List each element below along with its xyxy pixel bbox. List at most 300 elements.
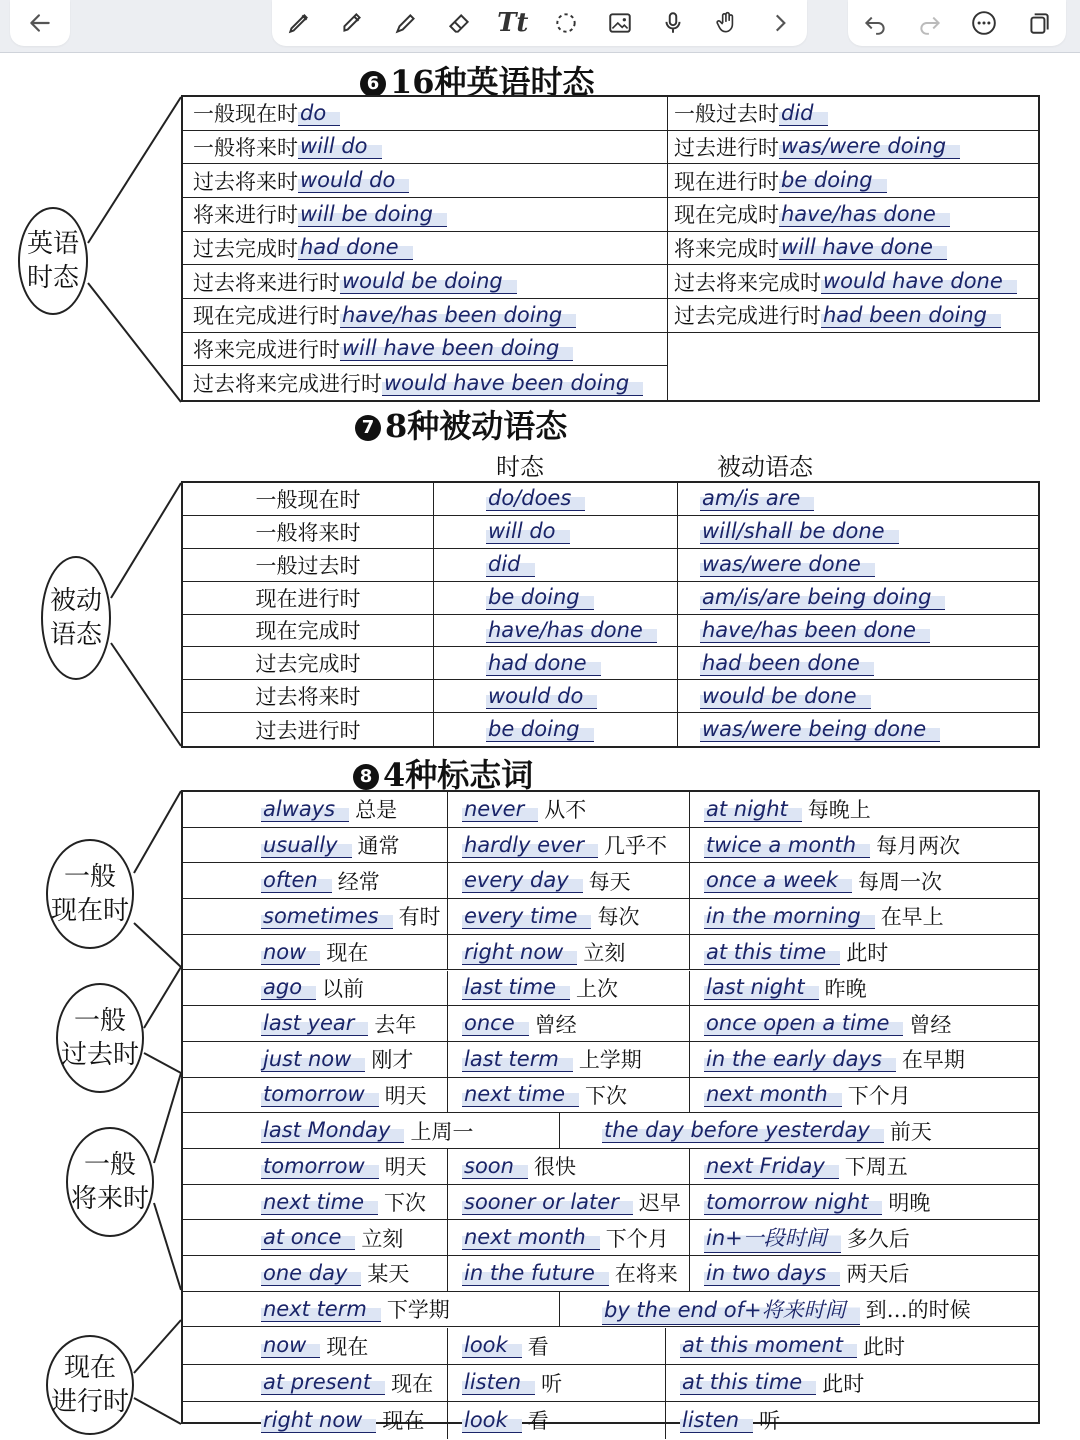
toolbar-left-group xyxy=(10,0,70,46)
image-icon[interactable] xyxy=(600,3,640,43)
passive-form-cell xyxy=(677,647,1038,679)
text-tool-label: Tt xyxy=(497,8,529,38)
passive-active-form xyxy=(433,713,677,746)
signal-word-meaning: 多久后 xyxy=(846,1226,910,1251)
connector-line xyxy=(134,1320,181,1373)
tense-cell-right xyxy=(667,265,1038,298)
signal-word-cell xyxy=(183,1328,447,1364)
passive-form-cell xyxy=(677,483,1038,515)
signal-word: right now xyxy=(261,1408,376,1433)
signal-word: twice a month xyxy=(704,833,870,858)
tense-name: 将来完成进行时 xyxy=(193,337,340,362)
tense-cell-right xyxy=(667,198,1038,231)
signal-row xyxy=(183,1292,1038,1328)
tense-row xyxy=(183,97,1038,131)
signal-word-cell xyxy=(447,1256,689,1291)
passive-tense-name xyxy=(183,549,433,581)
signal-word-meaning: 在早期 xyxy=(901,1048,965,1073)
passive-row xyxy=(183,615,1038,648)
highlighter-icon[interactable] xyxy=(332,3,372,43)
signal-word-meaning: 下个月 xyxy=(605,1226,669,1251)
signal-word-meaning: 下个月 xyxy=(847,1083,911,1108)
signal-word-cell xyxy=(689,935,1038,970)
node-label-line-2: 过去时 xyxy=(60,1040,139,1070)
tense-form: will have done xyxy=(779,235,947,260)
signal-word-meaning: 立刻 xyxy=(583,941,626,966)
signal-word: tomorrow xyxy=(261,1154,379,1179)
signal-word: often xyxy=(261,868,332,893)
col-header-passive: 被动语态 xyxy=(717,453,813,481)
signal-word: next month xyxy=(462,1225,600,1250)
passive-form-cell xyxy=(677,680,1038,712)
signal-word-cell xyxy=(183,1042,447,1077)
signal-word: usually xyxy=(261,833,352,858)
signal-word: every day xyxy=(462,868,583,893)
signal-word-meaning: 现在 xyxy=(326,941,369,966)
tense-row xyxy=(183,333,667,367)
node-label-line-2: 时态 xyxy=(26,263,79,293)
signal-word: in the morning xyxy=(704,904,875,929)
signal-word-cell xyxy=(689,899,1038,934)
signal-word-cell xyxy=(447,1006,689,1041)
tense-form: would do xyxy=(298,168,409,193)
signal-word-cell xyxy=(665,1328,1038,1364)
signal-word-meaning: 在早上 xyxy=(880,905,944,930)
tense-row xyxy=(183,299,1038,333)
lasso-icon[interactable] xyxy=(546,3,586,43)
signal-word-meaning: 此时 xyxy=(822,1371,865,1396)
signal-word: once xyxy=(462,1011,529,1036)
more-icon[interactable] xyxy=(964,3,1004,43)
passive-form: am/is/are being doing xyxy=(700,585,945,610)
signal-row xyxy=(183,1256,1038,1292)
signal-word-cell xyxy=(689,863,1038,898)
tense-form: be doing xyxy=(779,168,887,193)
active-form: did xyxy=(486,552,535,577)
active-form: do/does xyxy=(486,486,585,511)
signal-word-meaning: 去年 xyxy=(374,1012,417,1037)
signal-word-cell xyxy=(447,828,689,863)
connector-line xyxy=(154,1073,181,1163)
section-7-heading xyxy=(355,401,567,447)
tense-row xyxy=(183,232,1038,266)
signal-word: next time xyxy=(261,1190,378,1215)
signal-word-cell xyxy=(183,899,447,934)
signal-row xyxy=(183,1149,1038,1185)
signal-word-meaning: 昨晚 xyxy=(824,976,867,1001)
signal-word-cell xyxy=(447,1365,665,1401)
signal-word-meaning: 每次 xyxy=(597,905,640,930)
tense-cell-right xyxy=(667,97,1038,130)
signal-word-cell xyxy=(183,1365,447,1401)
passive-row xyxy=(183,680,1038,713)
passive-form: had been done xyxy=(700,651,874,676)
signal-word-meaning: 每天 xyxy=(588,869,631,894)
node-label-line-1: 现在 xyxy=(63,1353,116,1383)
signal-word-meaning: 到…的时候 xyxy=(865,1298,971,1323)
passive-row xyxy=(183,483,1038,516)
signal-word-cell xyxy=(447,1185,689,1220)
undo-icon[interactable] xyxy=(855,3,895,43)
signal-word-cell xyxy=(689,1220,1038,1255)
connector-line xyxy=(111,643,181,746)
connector-line xyxy=(144,967,181,1028)
node-label-line-2: 将来时 xyxy=(70,1184,149,1214)
signal-word-cell xyxy=(183,971,447,1006)
passive-tense-name xyxy=(183,647,433,679)
signal-word-cell xyxy=(689,1078,1038,1113)
signal-word-meaning: 明天 xyxy=(384,1155,427,1180)
signal-word-meaning: 上周一 xyxy=(410,1119,474,1144)
tense-name: 过去将来时 xyxy=(255,685,361,710)
tense-row xyxy=(183,366,667,400)
tense-name: 将来进行时 xyxy=(193,203,298,228)
signal-word: ago xyxy=(261,975,316,1000)
node-label-line-1: 一般 xyxy=(63,862,116,892)
signal-word-meaning: 经常 xyxy=(337,869,380,894)
signal-word-meaning: 在将来 xyxy=(614,1262,678,1287)
signal-word: sometimes xyxy=(261,904,393,929)
tense-row xyxy=(183,131,1038,165)
signal-word-meaning: 此时 xyxy=(846,941,889,966)
back-arrow-icon[interactable] xyxy=(20,3,60,43)
signal-word: last Monday xyxy=(261,1118,404,1143)
note-page[interactable] xyxy=(0,53,1080,1440)
signal-word: in+一段时间 xyxy=(704,1222,841,1253)
signal-word-cell xyxy=(183,863,447,898)
tense-form: will do xyxy=(298,134,382,159)
tense-form: was/were doing xyxy=(779,134,960,159)
signal-word: tomorrow xyxy=(261,1082,379,1107)
signal-word-meaning: 刚才 xyxy=(371,1048,414,1073)
chevron-right-icon[interactable] xyxy=(760,3,800,43)
signal-row xyxy=(183,971,1038,1007)
signal-word-cell xyxy=(183,792,447,827)
signal-word-cell xyxy=(447,863,689,898)
signal-word-meaning: 从不 xyxy=(544,798,587,823)
tense-form: have/has done xyxy=(779,202,950,227)
tense-cell-left xyxy=(187,97,667,130)
signal-word-cell xyxy=(183,1078,447,1113)
tense-form: would be doing xyxy=(340,269,517,294)
active-form: had done xyxy=(486,651,601,676)
signal-word-meaning: 上次 xyxy=(576,976,618,1001)
tense-cell-left xyxy=(187,299,667,332)
signal-row xyxy=(183,1402,1038,1439)
signal-word-cell xyxy=(689,971,1038,1006)
section-title: 8种被动语态 xyxy=(385,407,568,445)
signal-word: at night xyxy=(704,797,802,822)
connector-line xyxy=(111,483,181,598)
tense-name: 过去将来进行时 xyxy=(193,270,340,295)
signal-word-meaning: 现在 xyxy=(391,1371,434,1396)
tense-name: 过去完成进行时 xyxy=(674,304,821,329)
connector-line xyxy=(134,1398,181,1424)
tense-form: had done xyxy=(298,235,413,260)
tense-cell-left xyxy=(187,198,667,231)
signal-word-meaning: 某天 xyxy=(367,1262,410,1287)
signal-row xyxy=(183,935,1038,971)
active-form: have/has done xyxy=(486,618,657,643)
tense-name: 将来完成时 xyxy=(674,236,779,261)
passive-voice-table xyxy=(181,481,1040,748)
signal-word-cell xyxy=(183,1006,447,1041)
signal-word: the day before yesterday xyxy=(602,1118,884,1143)
empty-cell xyxy=(667,333,1038,400)
present-continuous-node xyxy=(46,1335,134,1435)
signal-word-cell xyxy=(447,971,689,1006)
passive-form: am/is are xyxy=(700,486,814,511)
pages-icon[interactable] xyxy=(1019,3,1059,43)
node-label-line-1: 被动 xyxy=(49,586,102,616)
signal-word: now xyxy=(261,940,320,965)
passive-active-form xyxy=(433,483,677,515)
tense-form: did xyxy=(779,101,828,126)
signal-word: in the early days xyxy=(704,1047,896,1072)
passive-row xyxy=(183,713,1038,746)
connector-line xyxy=(134,923,181,967)
signal-word-meaning: 现在 xyxy=(382,1409,425,1433)
toolbar-tools-group xyxy=(272,0,807,46)
signal-word-meaning: 下次 xyxy=(585,1083,628,1108)
signal-word: every time xyxy=(462,904,591,929)
signal-row xyxy=(183,1328,1038,1365)
tense-name: 现在完成时 xyxy=(255,619,361,644)
signal-word-cell xyxy=(559,1292,1038,1327)
eraser-icon[interactable] xyxy=(439,3,479,43)
signal-word-meaning: 很快 xyxy=(533,1155,576,1180)
signal-word: last night xyxy=(704,975,819,1000)
signal-word: next time xyxy=(462,1082,579,1107)
node-label-line-1: 一般 xyxy=(73,1006,126,1036)
signal-word: look xyxy=(462,1408,522,1433)
signal-word-meaning: 有时 xyxy=(398,905,441,930)
tense-name: 一般将来时 xyxy=(193,135,298,160)
signal-word-meaning: 下次 xyxy=(384,1191,427,1216)
signal-word: in two days xyxy=(704,1261,840,1286)
tense-name: 过去进行时 xyxy=(255,718,361,743)
section-title: 16种英语时态 xyxy=(390,63,595,101)
signal-word-cell xyxy=(183,1292,559,1327)
tense-cell-right xyxy=(667,299,1038,332)
signal-words-table xyxy=(181,790,1040,1433)
connector-line xyxy=(154,1203,181,1290)
signal-word: next term xyxy=(261,1297,381,1322)
tense-mindmap-node xyxy=(18,207,88,315)
signal-word: next Friday xyxy=(704,1154,839,1179)
tense-cell-right xyxy=(667,232,1038,265)
passive-form-cell xyxy=(677,549,1038,581)
future-simple-node xyxy=(66,1127,154,1237)
tense-row xyxy=(183,265,1038,299)
signal-word: once open a time xyxy=(704,1011,903,1036)
section-title: 4种标志词 xyxy=(383,756,534,794)
signal-word-meaning: 听 xyxy=(759,1409,781,1433)
node-label-line-2: 现在时 xyxy=(50,896,129,926)
signal-word-cell xyxy=(447,1402,665,1439)
passive-active-form xyxy=(433,680,677,712)
tense-form: do xyxy=(298,101,340,126)
past-simple-node xyxy=(56,983,144,1093)
signal-word-cell xyxy=(183,1220,447,1255)
connector-line xyxy=(88,283,181,402)
tense-name: 一般现在时 xyxy=(255,487,361,512)
signal-word-cell xyxy=(689,792,1038,827)
passive-row xyxy=(183,647,1038,680)
passive-mindmap-node xyxy=(41,556,111,680)
signal-word: one day xyxy=(261,1261,361,1286)
signal-word-meaning: 上学期 xyxy=(578,1048,642,1073)
text-tool-icon[interactable] xyxy=(493,3,533,43)
signal-row xyxy=(183,792,1038,828)
signal-word: at this time xyxy=(704,940,840,965)
signal-word: at this time xyxy=(680,1370,816,1395)
passive-row xyxy=(183,582,1038,615)
signal-word-meaning: 两天后 xyxy=(846,1262,910,1287)
passive-form: have/has been done xyxy=(700,618,930,643)
signal-word-meaning: 下学期 xyxy=(386,1298,450,1323)
signal-word: at once xyxy=(261,1225,355,1250)
section-number-badge: 8 xyxy=(353,764,379,790)
passive-active-form xyxy=(433,615,677,647)
tense-form: would have done xyxy=(821,269,1017,294)
tense-row xyxy=(183,198,1038,232)
signal-word-cell xyxy=(689,1006,1038,1041)
passive-form-cell xyxy=(677,713,1038,746)
microphone-icon[interactable] xyxy=(653,3,693,43)
signal-row xyxy=(183,899,1038,935)
signal-word: last year xyxy=(261,1011,368,1036)
signal-word-cell xyxy=(183,1149,447,1184)
signal-word-meaning: 每周一次 xyxy=(858,869,943,894)
toolbar-right-group xyxy=(848,0,1066,46)
tense-name: 现在完成时 xyxy=(674,203,779,228)
present-simple-node xyxy=(46,839,134,949)
tense-cell-left xyxy=(187,164,667,197)
signal-word-meaning: 曾经 xyxy=(909,1012,952,1037)
signal-word-cell xyxy=(447,1078,689,1113)
signal-word-cell xyxy=(689,1149,1038,1184)
section-number-badge: 7 xyxy=(355,415,381,441)
passive-row xyxy=(183,549,1038,582)
tense-row xyxy=(183,164,1038,198)
signal-word-meaning: 迟早 xyxy=(638,1191,681,1216)
tense-cell-left xyxy=(187,366,667,400)
passive-form: would be done xyxy=(700,684,871,709)
tense-cell-left xyxy=(187,131,667,164)
signal-word-cell xyxy=(665,1402,1038,1439)
signal-word-cell xyxy=(447,1149,689,1184)
signal-word: tomorrow night xyxy=(704,1190,882,1215)
node-label-line-1: 英语 xyxy=(26,229,79,259)
passive-tense-name xyxy=(183,713,433,746)
pen-icon[interactable] xyxy=(279,3,319,43)
signal-word: hardly ever xyxy=(462,833,598,858)
signal-word-meaning: 听 xyxy=(541,1371,563,1396)
tense-form: have/has been doing xyxy=(340,303,576,328)
signal-word-meaning: 以前 xyxy=(322,976,365,1001)
signal-row xyxy=(183,1220,1038,1256)
passive-tense-name xyxy=(183,615,433,647)
redo-icon[interactable] xyxy=(910,3,950,43)
tense-name: 过去将来时 xyxy=(193,169,298,194)
signal-word: next month xyxy=(704,1082,842,1107)
signal-word-meaning: 现在 xyxy=(326,1334,369,1359)
signal-row xyxy=(183,1006,1038,1042)
hand-gesture-icon[interactable] xyxy=(707,3,747,43)
signal-word: just now xyxy=(261,1047,365,1072)
signal-row xyxy=(183,1078,1038,1114)
signal-row xyxy=(183,1185,1038,1221)
signal-word-meaning: 下周五 xyxy=(844,1155,908,1180)
passive-form-cell xyxy=(677,615,1038,647)
tense-name: 过去完成时 xyxy=(255,652,361,677)
signal-word: at present xyxy=(261,1370,385,1395)
active-form: be doing xyxy=(486,585,594,610)
signal-word-meaning: 立刻 xyxy=(361,1226,404,1251)
passive-form-cell xyxy=(677,516,1038,548)
signal-word-meaning: 总是 xyxy=(355,798,398,823)
signal-word-cell xyxy=(447,1220,689,1255)
tense-cell-right xyxy=(667,131,1038,164)
tense-form: will be doing xyxy=(298,202,447,227)
tense-name: 现在完成进行时 xyxy=(193,304,340,329)
node-label-line-2: 进行时 xyxy=(50,1387,129,1417)
signal-row xyxy=(183,1113,1038,1149)
passive-form: will/shall be done xyxy=(700,519,899,544)
passive-active-form xyxy=(433,549,677,581)
tense-name: 一般现在时 xyxy=(193,102,298,127)
signal-word-cell xyxy=(183,1113,559,1148)
tense-form: had been doing xyxy=(821,303,1001,328)
passive-tense-name xyxy=(183,582,433,614)
signal-word-meaning: 几乎不 xyxy=(603,834,667,859)
tense-name: 一般将来时 xyxy=(255,520,361,545)
node-label-line-2: 语态 xyxy=(49,620,102,650)
signal-row xyxy=(183,1042,1038,1078)
col-header-tense: 时态 xyxy=(496,453,544,481)
passive-form: was/were being done xyxy=(700,717,940,742)
signal-word-meaning: 通常 xyxy=(357,834,400,859)
signal-word: listen xyxy=(462,1370,535,1395)
signal-row xyxy=(183,828,1038,864)
section-number-badge: 6 xyxy=(360,71,386,97)
signal-word-cell xyxy=(447,1328,665,1364)
signal-word-cell xyxy=(559,1113,1038,1148)
passive-tense-name xyxy=(183,516,433,548)
signal-row xyxy=(183,1365,1038,1402)
tense-name: 过去将来完成进行时 xyxy=(193,372,382,397)
app-toolbar xyxy=(0,0,1080,53)
connector-line xyxy=(134,791,181,873)
signal-word: soon xyxy=(462,1154,528,1179)
passive-active-form xyxy=(433,516,677,548)
tense-form: will have been doing xyxy=(340,336,573,361)
tense-cell-left xyxy=(187,265,667,298)
signal-word-cell xyxy=(447,899,689,934)
signal-word: at this moment xyxy=(680,1333,857,1358)
passive-tense-name xyxy=(183,680,433,712)
tense-name: 过去进行时 xyxy=(674,135,779,160)
signal-word: right now xyxy=(462,940,577,965)
signal-word-cell xyxy=(447,935,689,970)
signal-word: by the end of+将来时间 xyxy=(602,1294,860,1325)
connector-line xyxy=(88,97,181,243)
signal-word-meaning: 明天 xyxy=(384,1083,427,1108)
pencil-icon[interactable] xyxy=(386,3,426,43)
passive-form-cell xyxy=(677,582,1038,614)
signal-word: last time xyxy=(462,975,570,1000)
